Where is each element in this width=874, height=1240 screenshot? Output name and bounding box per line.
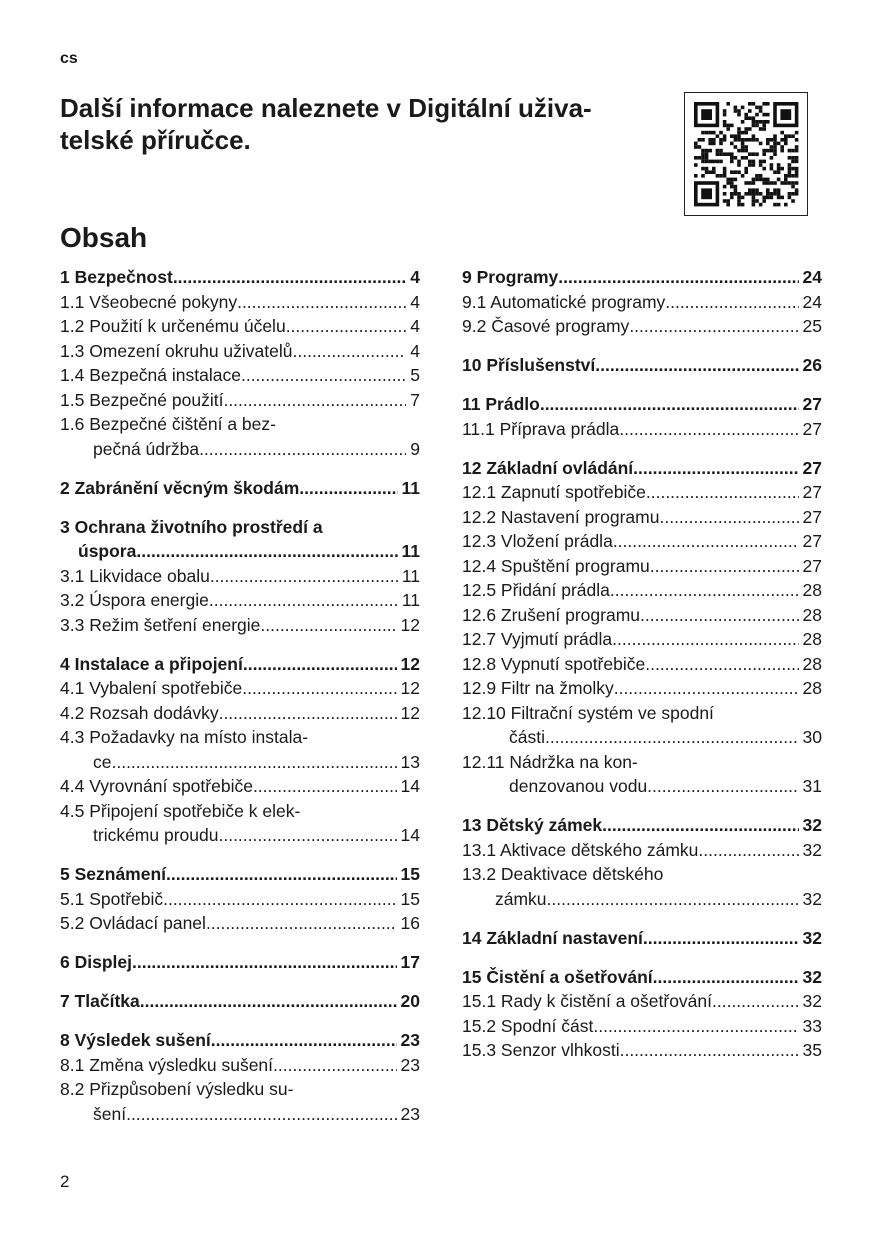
toc-dot-leader <box>614 676 799 701</box>
toc-dot-leader <box>173 265 406 290</box>
toc-page-number: 24 <box>802 267 822 287</box>
toc-dot-leader <box>273 1053 397 1078</box>
toc-entry-title: 12.10 Filtrační systém ve spodní <box>462 702 714 723</box>
toc-section-entry[interactable] <box>462 838 822 863</box>
toc-page-number: 9 <box>410 438 420 459</box>
toc-entry-title-continued: úspora <box>78 541 137 561</box>
toc-dot-leader <box>286 314 407 339</box>
toc-page-number: 33 <box>802 1015 822 1036</box>
toc-entry-title-continued: denzovanou vodu <box>509 776 648 796</box>
toc-section-entry[interactable] <box>60 1077 420 1126</box>
toc-dot-leader <box>132 950 397 975</box>
toc-section-entry[interactable] <box>462 554 822 579</box>
toc-dot-leader <box>650 554 799 579</box>
toc-entry-title: 4 Instalace a připojení <box>60 653 243 674</box>
toc-page-number: 27 <box>802 531 822 551</box>
toc-entry-title: 4.1 Vybalení spotřebiče <box>60 678 243 698</box>
toc-dot-leader <box>629 314 798 339</box>
toc-dot-leader <box>659 505 798 530</box>
toc-chapter-entry[interactable] <box>462 353 822 378</box>
toc-section-entry[interactable] <box>462 1038 822 1063</box>
toc-section-entry[interactable] <box>462 627 822 652</box>
toc-entry-title: 15 Čistění a ošetřování <box>462 966 653 987</box>
toc-section-entry[interactable] <box>462 862 822 911</box>
toc-section-entry[interactable] <box>60 388 420 413</box>
toc-page-number: 24 <box>802 291 822 312</box>
toc-entry-title: 14 Základní nastavení <box>462 927 643 948</box>
toc-dot-leader <box>620 1038 799 1063</box>
toc-page-number: 14 <box>400 776 420 796</box>
toc-section-entry[interactable] <box>462 505 822 530</box>
toc-page-number: 27 <box>802 506 822 527</box>
toc-page-number: 11 <box>401 590 420 610</box>
toc-dot-leader <box>698 838 798 863</box>
toc-entry-title: 15.3 Senzor vlhkosti <box>462 1040 620 1060</box>
toc-dot-leader <box>218 823 396 848</box>
toc-page-number: 28 <box>802 629 822 649</box>
toc-section-entry[interactable] <box>462 578 822 603</box>
toc-page-number: 28 <box>802 580 822 600</box>
toc-entry-title: 4.2 Rozsah dodávky <box>60 702 219 723</box>
toc-dot-leader <box>253 774 397 799</box>
toc-dot-leader <box>219 701 397 726</box>
toc-dot-leader <box>646 480 799 505</box>
qr-code-pattern <box>685 93 807 215</box>
toc-page-number: 20 <box>400 991 420 1011</box>
toc-entry-title: 3.2 Úspora energie <box>60 590 209 610</box>
toc-dot-leader <box>111 750 396 775</box>
toc-entry-title: 15.2 Spodní část <box>462 1015 594 1036</box>
toc-dot-leader <box>547 887 799 912</box>
toc-section-entry[interactable] <box>60 701 420 726</box>
toc-page-number: 11 <box>401 565 420 586</box>
toc-section-entry[interactable] <box>60 564 420 589</box>
toc-dot-leader <box>613 529 799 554</box>
toc-entry-title: 12.5 Přidání prádla <box>462 580 610 600</box>
toc-dot-leader <box>242 676 396 701</box>
toc-section-entry[interactable] <box>462 750 822 799</box>
toc-section-entry[interactable] <box>462 417 822 442</box>
toc-section-entry[interactable] <box>60 676 420 701</box>
toc-entry-title-continued: části <box>509 727 545 747</box>
headline-line-2: telské příručce. <box>60 125 251 155</box>
toc-page-number: 27 <box>802 418 822 439</box>
toc-entry-title: 11.1 Příprava prádla <box>462 418 620 439</box>
toc-page-number: 5 <box>410 365 420 385</box>
toc-section-entry[interactable] <box>462 1014 822 1039</box>
toc-page-number: 12 <box>400 614 420 635</box>
toc-page-number: 12 <box>400 702 420 723</box>
toc-entry-title: 1.6 Bezpečné čištění a bez- <box>60 414 276 434</box>
toc-entry-title: 1 Bezpečnost <box>60 267 173 287</box>
toc-page-number: 15 <box>400 864 420 884</box>
page-number: 2 <box>60 1172 70 1191</box>
toc-section-entry[interactable] <box>60 1053 420 1078</box>
toc-entry-title-continued: pečná údržba <box>93 438 200 459</box>
toc-entry-title: 12 Základní ovládání <box>462 457 634 478</box>
toc-section-entry[interactable] <box>60 588 420 613</box>
toc-section-entry[interactable] <box>462 652 822 677</box>
toc-section-entry[interactable] <box>462 314 822 339</box>
toc-page-number: 32 <box>802 839 822 860</box>
toc-entry-title: 9.2 Časové programy <box>462 316 630 336</box>
toc-section-entry[interactable] <box>60 290 420 315</box>
toc-section-entry[interactable] <box>60 911 420 936</box>
toc-entry-title: 8 Výsledek sušení <box>60 1030 211 1050</box>
toc-page-number: 28 <box>802 653 822 674</box>
toc-page-number: 27 <box>802 394 822 414</box>
toc-entry-title: 3 Ochrana životního prostředí a <box>60 516 323 537</box>
toc-page-number: 12 <box>400 653 420 674</box>
toc-entry-title: 12.6 Zrušení programu <box>462 604 641 625</box>
toc-dot-leader <box>223 388 406 413</box>
toc-dot-leader <box>610 578 799 603</box>
toc-dot-leader <box>136 539 397 564</box>
toc-chapter-entry[interactable] <box>462 813 822 838</box>
toc-right-column <box>462 265 822 1063</box>
headline-line-1: Další informace naleznete v Digitální uživa- <box>60 93 592 123</box>
toc-dot-leader <box>210 564 398 589</box>
toc-page-number: 11 <box>401 541 420 561</box>
toc-page-number: 23 <box>400 1030 420 1050</box>
toc-section-entry[interactable] <box>60 887 420 912</box>
toc-section-entry[interactable] <box>462 701 822 750</box>
toc-page-number: 32 <box>802 888 822 909</box>
toc-entry-title: 6 Displej <box>60 952 132 972</box>
toc-dot-leader <box>540 392 799 417</box>
toc-section-entry[interactable] <box>462 290 822 315</box>
toc-chapter-entry[interactable] <box>60 476 420 501</box>
toc-dot-leader <box>140 989 397 1014</box>
toc-section-entry[interactable] <box>60 363 420 388</box>
toc-entry-title: 4.5 Připojení spotřebiče k elek- <box>60 800 301 821</box>
toc-dot-leader <box>640 603 799 628</box>
toc-entry-title: 12.9 Filtr na žmolky <box>462 678 614 698</box>
toc-entry-title: 3.1 Likvidace obalu <box>60 565 210 586</box>
toc-chapter-entry[interactable] <box>60 652 420 677</box>
toc-entry-title: 9.1 Automatické programy <box>462 291 666 312</box>
toc-dot-leader <box>293 339 407 364</box>
toc-entry-title: 12.4 Spuštění programu <box>462 555 650 576</box>
toc-dot-leader <box>199 437 406 462</box>
toc-entry-title: 13.1 Aktivace dětského zámku <box>462 839 699 860</box>
toc-dot-leader <box>643 926 799 951</box>
toc-dot-leader <box>712 989 799 1014</box>
toc-section-entry[interactable] <box>60 725 420 774</box>
toc-entry-title: 12.3 Vložení prádla <box>462 531 613 551</box>
toc-page-number: 13 <box>400 751 420 772</box>
toc-left-column <box>60 265 420 1126</box>
toc-page-number: 27 <box>802 482 822 502</box>
toc-entry-title-continued: šení <box>93 1103 127 1124</box>
toc-chapter-entry[interactable] <box>462 965 822 990</box>
toc-entry-title: 13.2 Deaktivace dětského <box>462 864 664 884</box>
toc-page-number: 14 <box>400 825 420 845</box>
toc-dot-leader <box>163 887 396 912</box>
toc-page-number: 35 <box>802 1040 822 1060</box>
toc-page-number: 4 <box>410 316 420 336</box>
toc-page-number: 17 <box>400 952 420 972</box>
toc-page-number: 23 <box>400 1103 420 1124</box>
toc-entry-title: 12.1 Zapnutí spotřebiče <box>462 482 646 502</box>
qr-code-image[interactable] <box>684 92 808 216</box>
toc-page-number: 4 <box>410 291 420 312</box>
toc-entry-title: 2 Zabránění věcným škodám <box>60 477 300 498</box>
toc-dot-leader <box>602 813 798 838</box>
toc-dot-leader <box>545 725 799 750</box>
toc-dot-leader <box>633 456 798 481</box>
toc-page-number: 31 <box>802 776 822 796</box>
toc-page-number: 4 <box>410 340 420 361</box>
toc-dot-leader <box>595 353 798 378</box>
toc-dot-leader <box>126 1102 396 1127</box>
toc-page-number: 27 <box>802 457 822 478</box>
toc-chapter-entry[interactable] <box>60 265 420 290</box>
toc-entry-title: 4.4 Vyrovnání spotřebiče <box>60 776 253 796</box>
toc-entry-title: 1.3 Omezení okruhu uživatelů <box>60 340 293 361</box>
toc-entry-title: 1.2 Použití k určenému účelu <box>60 316 286 336</box>
toc-page-number: 23 <box>400 1054 420 1075</box>
toc-entry-title: 13 Dětský zámek <box>462 815 603 835</box>
toc-dot-leader <box>645 652 798 677</box>
toc-page-number: 4 <box>410 267 420 287</box>
toc-dot-leader <box>166 862 397 887</box>
toc-chapter-entry[interactable] <box>462 392 822 417</box>
toc-entry-title-continued: ce <box>93 751 112 772</box>
toc-entry-title: 12.2 Nastavení programu <box>462 506 660 527</box>
toc-chapter-entry[interactable] <box>60 950 420 975</box>
toc-dot-leader <box>243 652 397 677</box>
toc-section-entry[interactable] <box>462 603 822 628</box>
toc-entry-title: 7 Tlačítka <box>60 991 140 1011</box>
toc-title: Obsah <box>60 222 148 253</box>
toc-section-entry[interactable] <box>462 676 822 701</box>
toc-chapter-entry[interactable] <box>60 862 420 887</box>
toc-entry-title: 12.7 Vyjmutí prádla <box>462 629 613 649</box>
toc-entry-title: 11 Prádlo <box>462 394 540 414</box>
toc-page-number: 15 <box>400 888 420 909</box>
toc-entry-title: 4.3 Požadavky na místo instala- <box>60 727 309 747</box>
toc-chapter-entry[interactable] <box>462 456 822 481</box>
toc-chapter-entry[interactable] <box>462 265 822 290</box>
toc-page-number: 32 <box>802 991 822 1011</box>
toc-dot-leader <box>612 627 798 652</box>
toc-page-number: 32 <box>802 966 822 987</box>
toc-chapter-entry[interactable] <box>60 989 420 1014</box>
toc-page-number: 16 <box>400 913 420 933</box>
toc-entry-title: 5 Seznámení <box>60 864 167 884</box>
toc-entry-title: 8.2 Přizpůsobení výsledku su- <box>60 1079 294 1099</box>
toc-entry-title-continued: trickému proudu <box>93 825 219 845</box>
toc-page-number: 26 <box>802 355 822 375</box>
language-code: cs <box>60 50 78 67</box>
toc-section-entry[interactable] <box>60 774 420 799</box>
toc-entry-title: 9 Programy <box>462 267 559 287</box>
toc-dot-leader <box>593 1014 798 1039</box>
toc-chapter-entry[interactable] <box>462 926 822 951</box>
toc-dot-leader <box>299 476 397 501</box>
toc-page-number: 28 <box>802 678 822 698</box>
toc-page-number: 32 <box>802 815 822 835</box>
toc-dot-leader <box>665 290 798 315</box>
toc-dot-leader <box>653 965 799 990</box>
toc-dot-leader <box>211 1028 397 1053</box>
toc-dot-leader <box>558 265 798 290</box>
toc-page-number: 25 <box>802 316 822 336</box>
toc-section-entry[interactable] <box>60 339 420 364</box>
toc-entry-title: 5.1 Spotřebič <box>60 888 164 909</box>
toc-chapter-entry[interactable] <box>60 1028 420 1053</box>
toc-entry-title: 15.1 Rady k čistění a ošetřování <box>462 991 712 1011</box>
toc-section-entry[interactable] <box>462 989 822 1014</box>
toc-entry-title: 10 Příslušenství <box>462 355 596 375</box>
toc-entry-title-continued: zámku <box>495 888 547 909</box>
toc-page-number: 30 <box>802 727 822 747</box>
toc-section-entry[interactable] <box>60 799 420 848</box>
toc-dot-leader <box>237 290 406 315</box>
toc-entry-title: 12.8 Vypnutí spotřebiče <box>462 653 646 674</box>
toc-entry-title: 1.4 Bezpečná instalace <box>60 365 241 385</box>
toc-dot-leader <box>647 774 798 799</box>
toc-page-number: 32 <box>802 927 822 948</box>
toc-section-entry[interactable] <box>462 480 822 505</box>
toc-page-number: 11 <box>401 477 420 498</box>
toc-dot-leader <box>206 911 397 936</box>
toc-entry-title: 1.1 Všeobecné pokyny <box>60 291 238 312</box>
toc-entry-title: 1.5 Bezpečné použití <box>60 389 224 410</box>
toc-entry-title: 3.3 Režim šetření energie <box>60 614 261 635</box>
toc-section-entry[interactable] <box>60 412 420 461</box>
toc-dot-leader <box>619 417 798 442</box>
toc-section-entry[interactable] <box>60 314 420 339</box>
toc-section-entry[interactable] <box>60 613 420 638</box>
toc-page-number: 28 <box>802 604 822 625</box>
toc-page-number: 27 <box>802 555 822 576</box>
toc-entry-title: 8.1 Změna výsledku sušení <box>60 1054 274 1075</box>
toc-page-number: 12 <box>400 678 420 698</box>
toc-dot-leader <box>241 363 406 388</box>
toc-page-number: 7 <box>410 389 420 410</box>
toc-dot-leader <box>209 588 398 613</box>
toc-entry-title: 12.11 Nádržka na kon- <box>462 751 638 772</box>
toc-entry-title: 5.2 Ovládací panel <box>60 913 206 933</box>
toc-dot-leader <box>260 613 396 638</box>
toc-section-entry[interactable] <box>462 529 822 554</box>
digital-manual-headline <box>60 92 670 156</box>
toc-chapter-entry[interactable] <box>60 515 420 564</box>
